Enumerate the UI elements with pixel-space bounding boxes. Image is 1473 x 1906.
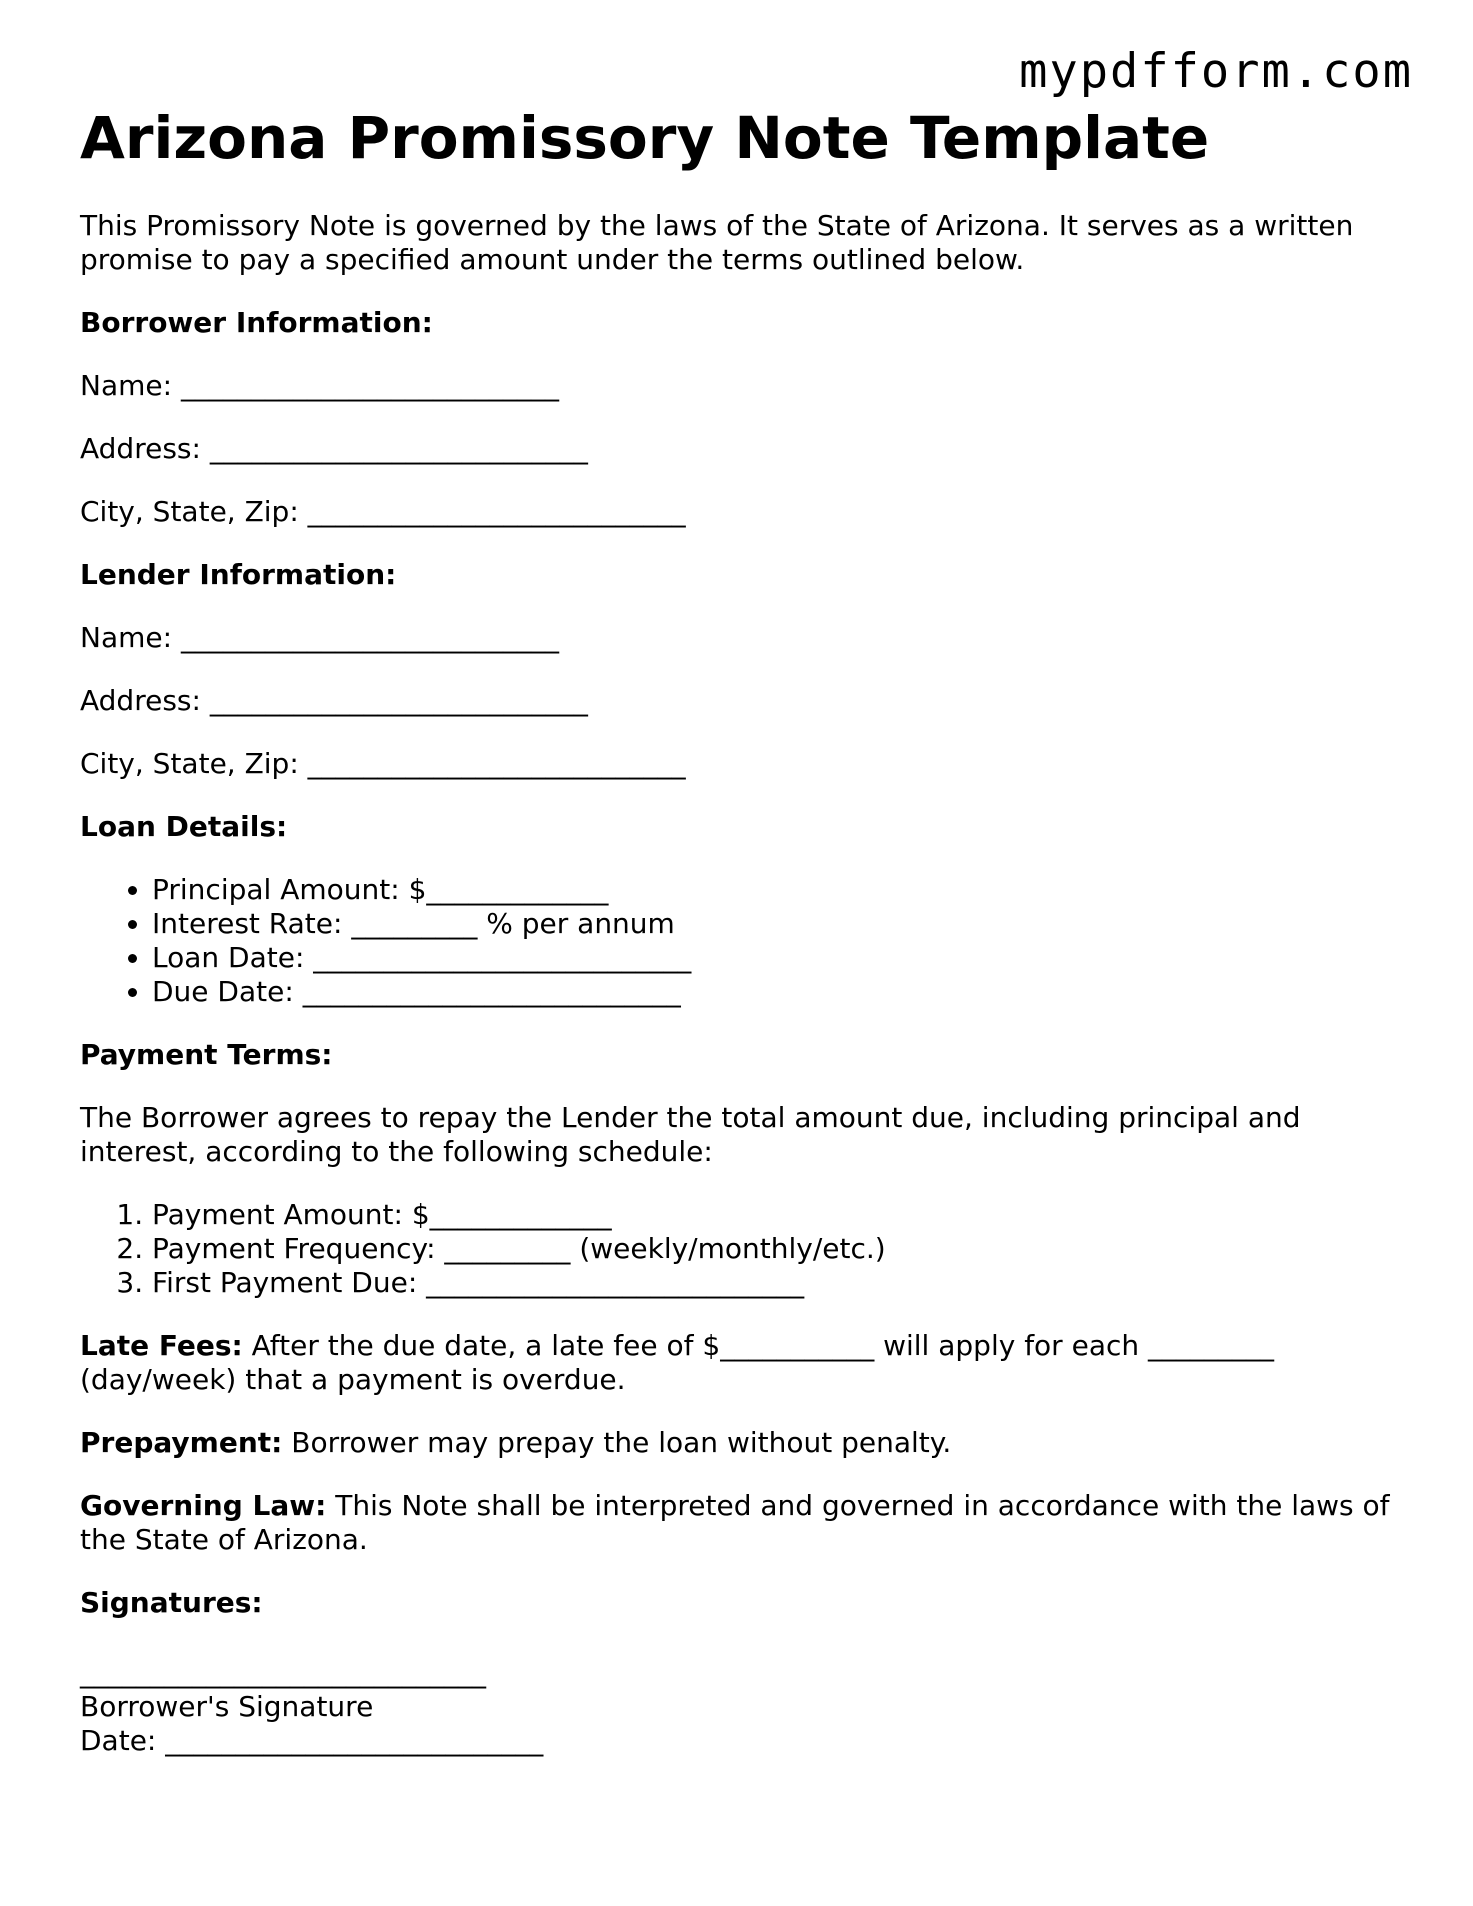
governing-law-label: Governing Law: [80,1489,327,1522]
lender-address-field: Address: ___________________________ [80,684,588,717]
prepayment-paragraph [80,1426,1410,1460]
list-item: • Due Date: ___________________________ [152,975,1410,1009]
list-item: 3. First Payment Due: ___________________________ [152,1266,1410,1300]
signature-line: _____________________________ [80,1656,486,1689]
prepayment-text: Borrower may prepay the loan without penalty. [282,1426,952,1459]
intro-paragraph: This Promissory Note is governed by the laws of the State of Arizona. It serves as a written promise to pay a specified amount under the terms outlined below. [80,209,1354,276]
list-item: 1. Payment Amount: $_____________ [152,1198,1410,1232]
prepayment-label: Prepayment: [80,1426,283,1459]
late-fees-label: Late Fees: [80,1329,243,1362]
loan-heading: Loan Details: [80,810,288,843]
borrower-city-field: City, State, Zip: ___________________________ [80,495,686,528]
borrower-signature-label: Borrower's Signature [80,1690,374,1723]
lender-heading: Lender Information: [80,558,397,591]
payment-schedule-list [80,1198,1410,1300]
late-fees-text: After the due date, a late fee of $___________ will apply for each _________ (day/week) that a payment is overdue. [80,1329,1275,1396]
late-fees-paragraph [80,1329,1410,1397]
payment-heading: Payment Terms: [80,1038,333,1071]
signature-date-field: Date: ___________________________ [80,1724,544,1757]
lender-city-field: City, State, Zip: ___________________________ [80,747,686,780]
document-title: Arizona Promissory Note Template [80,104,1210,172]
borrower-heading: Borrower Information: [80,306,433,339]
borrower-address-field: Address: ___________________________ [80,432,588,465]
document-page [80,102,1410,1758]
payment-paragraph: The Borrower agrees to repay the Lender the total amount due, including principal and interest, according to the following schedule: [80,1101,1301,1168]
lender-name-field: Name: ___________________________ [80,621,559,654]
list-item: • Interest Rate: _________ % per annum [152,907,1410,941]
list-item: • Principal Amount: $_____________ [152,873,1410,907]
borrower-name-field: Name: ___________________________ [80,369,559,402]
signatures-heading: Signatures: [80,1586,263,1619]
governing-law-text: This Note shall be interpreted and governed in accordance with the laws of the State of Arizona. [80,1489,1390,1556]
governing-law-paragraph [80,1489,1410,1557]
loan-details-list [80,873,1410,1009]
watermark: mypdfform.com [1019,44,1413,99]
list-item: 2. Payment Frequency: _________ (weekly/monthly/etc.) [152,1232,1410,1266]
list-item: • Loan Date: ___________________________ [152,941,1410,975]
